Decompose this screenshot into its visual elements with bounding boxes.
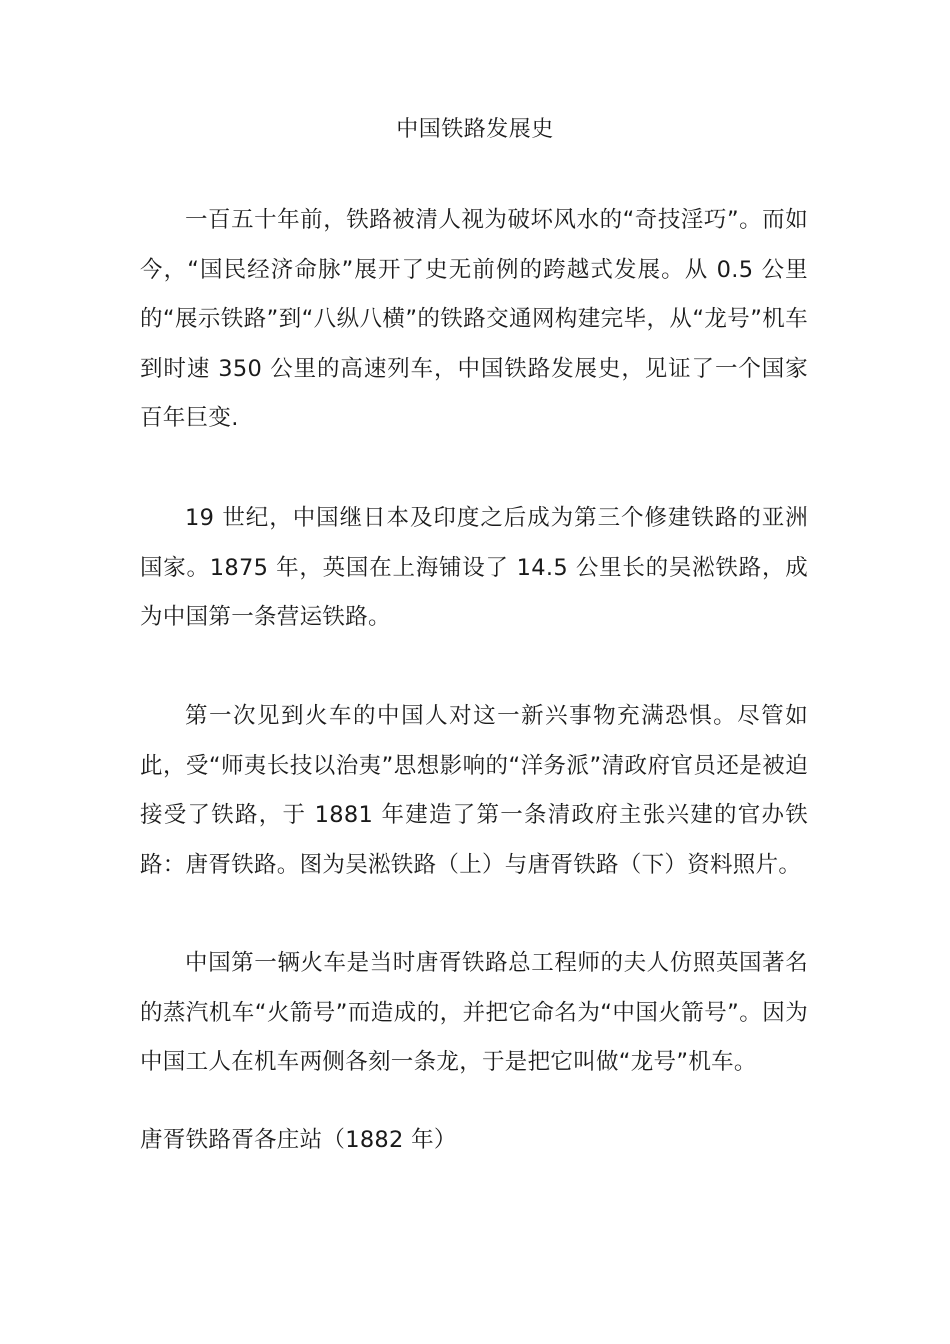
photo-caption: 唐胥铁路胥各庄站（1882 年） bbox=[140, 1127, 457, 1153]
paragraph-19th-century: 19 世纪，中国继日本及印度之后成为第三个修建铁路的亚洲国家。1875 年，英国在上海铺设了 14.5 公里长的吴淞铁路，成为中国第一条营运铁路。 bbox=[140, 505, 808, 630]
page-title: 中国铁路发展史 bbox=[396, 117, 554, 142]
paragraph-first-train: 第一次见到火车的中国人对这一新兴事物充满恐惧。尽管如此，受“师夷长技以治夷”思想影响的“洋务派”清政府官员还是被迫接受了铁路，于 1881 年建造了第一条清政府主张兴建的官办铁路：唐胥铁路。图为吴淞铁路（上）与唐胥铁路（下）资料照片。 bbox=[140, 703, 808, 878]
paragraph-intro: 一百五十年前，铁路被清人视为破坏风水的“奇技淫巧”。而如今，“国民经济命脉”展开了史无前例的跨越式发展。从 0.5 公里的“展示铁路”到“八纵八横”的铁路交通网构建完毕，从“龙号”机车到时速 350 公里的高速列车，中国铁路发展史，见证了一个国家百年巨变. bbox=[140, 207, 808, 431]
paragraph-rocket-locomotive: 中国第一辆火车是当时唐胥铁路总工程师的夫人仿照英国著名的蒸汽机车“火箭号”而造成的，并把它命名为“中国火箭号”。因为中国工人在机车两侧各刻一条龙，于是把它叫做“龙号”机车。 bbox=[140, 950, 808, 1075]
